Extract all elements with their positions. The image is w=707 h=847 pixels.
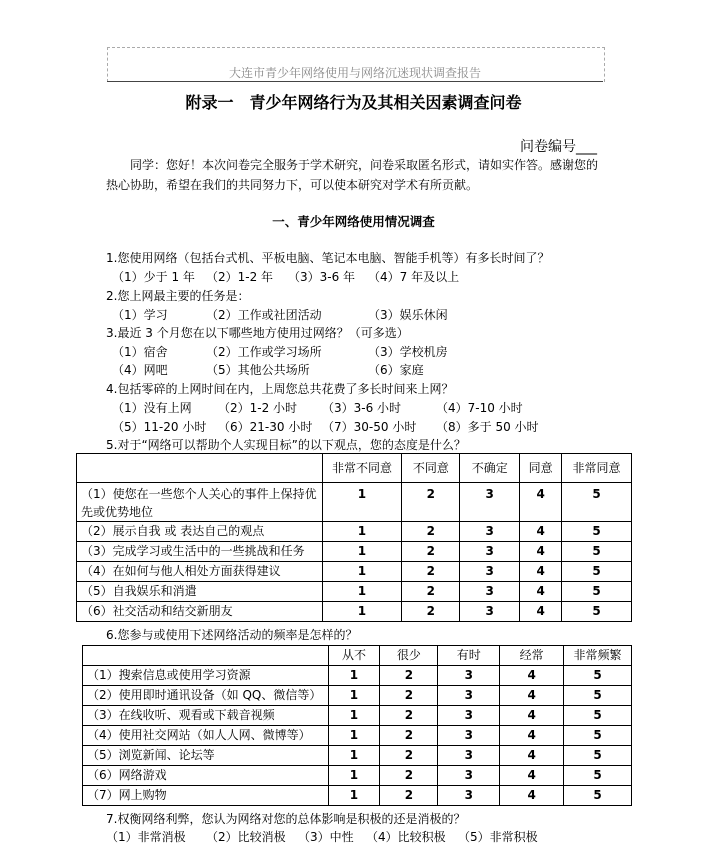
table-row xyxy=(77,483,632,522)
rating-cell[interactable]: 3 xyxy=(438,766,500,786)
q1-option[interactable]: （4）7 年及以上 xyxy=(368,270,460,284)
table-corner-cell xyxy=(83,646,329,666)
rating-cell[interactable]: 5 xyxy=(564,786,632,806)
rating-cell[interactable]: 3 xyxy=(438,706,500,726)
rating-cell[interactable]: 2 xyxy=(380,686,438,706)
q5-row-label: （3）完成学习或生活中的一些挑战和任务 xyxy=(77,542,323,562)
rating-cell[interactable]: 5 xyxy=(564,666,632,686)
table-row xyxy=(83,726,632,746)
table-row xyxy=(83,766,632,786)
table-row xyxy=(77,582,632,602)
rating-cell[interactable]: 5 xyxy=(562,582,632,602)
q4-option[interactable]: （3）3-6 小时 xyxy=(322,401,402,415)
rating-cell[interactable]: 2 xyxy=(380,746,438,766)
rating-cell[interactable]: 1 xyxy=(328,726,380,746)
q6-table xyxy=(82,645,632,806)
rating-cell[interactable]: 3 xyxy=(460,582,520,602)
table-row xyxy=(83,746,632,766)
rating-cell[interactable]: 2 xyxy=(380,726,438,746)
question-1: 1.您使用网络（包括台式机、平板电脑、笔记本电脑、智能手机等）有多长时间了？ xyxy=(106,251,550,265)
q4-option[interactable]: （1）没有上网 xyxy=(112,401,192,415)
rating-cell[interactable]: 4 xyxy=(500,746,564,766)
table-row xyxy=(77,542,632,562)
rating-cell[interactable]: 2 xyxy=(402,582,460,602)
q2-option[interactable]: （1）学习 xyxy=(112,308,168,322)
table-row xyxy=(83,686,632,706)
rating-cell[interactable]: 5 xyxy=(562,562,632,582)
section-title: 一、青少年网络使用情况调查 xyxy=(272,214,435,229)
table-row xyxy=(83,706,632,726)
q6-row-label: （3）在线收听、观看或下载音视频 xyxy=(83,706,329,726)
rating-cell[interactable]: 3 xyxy=(460,522,520,542)
rating-cell[interactable]: 4 xyxy=(520,562,562,582)
q7-option[interactable]: （3）中性 xyxy=(298,830,354,844)
rating-cell[interactable]: 3 xyxy=(460,602,520,622)
q6-column-header: 非常频繁 xyxy=(564,646,632,666)
rating-cell[interactable]: 1 xyxy=(322,542,402,562)
table-row xyxy=(83,786,632,806)
rating-cell[interactable]: 1 xyxy=(322,602,402,622)
question-6: 6.您参与或使用下述网络活动的频率是怎样的？ xyxy=(106,628,358,642)
rating-cell[interactable]: 1 xyxy=(322,582,402,602)
rating-cell[interactable]: 4 xyxy=(520,582,562,602)
q6-row-label: （7）网上购物 xyxy=(83,786,329,806)
question-5: 5.对于“网络可以帮助个人实现目标”的以下观点，您的态度是什么？ xyxy=(106,438,466,452)
q4-option[interactable]: （7）30-50 小时 xyxy=(322,420,417,434)
q1-option[interactable]: （2）1-2 年 xyxy=(206,270,274,284)
rating-cell[interactable]: 5 xyxy=(564,766,632,786)
rating-cell[interactable]: 5 xyxy=(562,602,632,622)
question-4: 4.包括零碎的上网时间在内，上周您总共花费了多长时间来上网？ xyxy=(106,382,454,396)
running-header: 大连市青少年网络使用与网络沉迷现状调查报告 xyxy=(228,66,481,80)
q6-row-label: （2）使用即时通讯设备（如 QQ、微信等） xyxy=(83,686,329,706)
rating-cell[interactable]: 1 xyxy=(328,706,380,726)
q4-option[interactable]: （6）21-30 小时 xyxy=(218,420,313,434)
question-7: 7.权衡网络利弊，您认为网络对您的总体影响是积极的还是消极的？ xyxy=(106,812,466,826)
q7-option[interactable]: （2）比较消极 xyxy=(206,830,286,844)
rating-cell[interactable]: 4 xyxy=(500,786,564,806)
q1-option[interactable]: （1）少于 1 年 xyxy=(112,270,195,284)
rating-cell[interactable]: 1 xyxy=(328,786,380,806)
q6-row-label: （6）网络游戏 xyxy=(83,766,329,786)
q5-row-label: （1）使您在一些您个人关心的事件上保持优先或优势地位 xyxy=(77,483,323,522)
q5-row-label: （6）社交活动和结交新朋友 xyxy=(77,602,323,622)
rating-cell[interactable]: 5 xyxy=(564,686,632,706)
q3-option[interactable]: （5）其他公共场所 xyxy=(206,363,310,377)
rating-cell[interactable]: 5 xyxy=(564,706,632,726)
q3-option[interactable]: （2）工作或学习场所 xyxy=(206,345,322,359)
q6-column-header: 很少 xyxy=(380,646,438,666)
q7-option[interactable]: （1）非常消极 xyxy=(106,830,186,844)
rating-cell[interactable]: 4 xyxy=(500,686,564,706)
header-divider xyxy=(107,81,603,82)
rating-cell[interactable]: 3 xyxy=(438,786,500,806)
rating-cell[interactable]: 2 xyxy=(380,766,438,786)
rating-cell[interactable]: 1 xyxy=(328,766,380,786)
table-row xyxy=(77,522,632,542)
rating-cell[interactable]: 4 xyxy=(500,766,564,786)
q4-option[interactable]: （2）1-2 小时 xyxy=(218,401,298,415)
q5-column-header: 非常不同意 xyxy=(322,454,402,483)
table-row xyxy=(83,666,632,686)
q4-option[interactable]: （5）11-20 小时 xyxy=(112,420,207,434)
q7-option[interactable]: （5）非常积极 xyxy=(458,830,538,844)
q5-row-label: （4）在如何与他人相处方面获得建议 xyxy=(77,562,323,582)
rating-cell[interactable]: 4 xyxy=(520,522,562,542)
q3-option[interactable]: （3）学校机房 xyxy=(368,345,448,359)
q2-option[interactable]: （2）工作或社团活动 xyxy=(206,308,322,322)
rating-cell[interactable]: 4 xyxy=(500,706,564,726)
rating-cell[interactable]: 5 xyxy=(564,746,632,766)
rating-cell[interactable]: 2 xyxy=(402,542,460,562)
q3-option[interactable]: （4）网吧 xyxy=(112,363,168,377)
rating-cell[interactable]: 2 xyxy=(402,522,460,542)
rating-cell[interactable]: 4 xyxy=(520,602,562,622)
rating-cell[interactable]: 4 xyxy=(520,542,562,562)
rating-cell[interactable]: 1 xyxy=(322,522,402,542)
question-2: 2.您上网最主要的任务是： xyxy=(106,289,250,303)
rating-cell[interactable]: 4 xyxy=(500,666,564,686)
q6-column-header: 有时 xyxy=(438,646,500,666)
q5-column-header: 不确定 xyxy=(460,454,520,483)
q6-row-label: （1）搜索信息或使用学习资源 xyxy=(83,666,329,686)
rating-cell[interactable]: 2 xyxy=(380,706,438,726)
q6-column-header: 从不 xyxy=(328,646,380,666)
rating-cell[interactable]: 3 xyxy=(438,666,500,686)
rating-cell[interactable]: 1 xyxy=(328,666,380,686)
q5-row-label: （2）展示自我 或 表达自己的观点 xyxy=(77,522,323,542)
rating-cell[interactable]: 3 xyxy=(460,483,520,522)
rating-cell[interactable]: 3 xyxy=(438,746,500,766)
rating-cell[interactable]: 5 xyxy=(564,726,632,746)
rating-cell[interactable]: 3 xyxy=(438,726,500,746)
rating-cell[interactable]: 5 xyxy=(562,542,632,562)
page-title: 附录一 青少年网络行为及其相关因素调查问卷 xyxy=(185,93,522,112)
rating-cell[interactable]: 2 xyxy=(402,602,460,622)
rating-cell[interactable]: 1 xyxy=(328,686,380,706)
q6-row-label: （4）使用社交网站（如人人网、微博等） xyxy=(83,726,329,746)
q3-option[interactable]: （1）宿舍 xyxy=(112,345,168,359)
q3-option[interactable]: （6）家庭 xyxy=(368,363,424,377)
rating-cell[interactable]: 2 xyxy=(402,483,460,522)
q5-column-header: 不同意 xyxy=(402,454,460,483)
rating-cell[interactable]: 2 xyxy=(380,786,438,806)
q6-column-header: 经常 xyxy=(500,646,564,666)
table-corner-cell xyxy=(77,454,323,483)
q5-row-label: （5）自我娱乐和消遣 xyxy=(77,582,323,602)
rating-cell[interactable]: 1 xyxy=(322,562,402,582)
rating-cell[interactable]: 5 xyxy=(562,483,632,522)
rating-cell[interactable]: 2 xyxy=(380,666,438,686)
q1-option[interactable]: （3）3-6 年 xyxy=(288,270,356,284)
rating-cell[interactable]: 1 xyxy=(322,483,402,522)
rating-cell[interactable]: 3 xyxy=(438,686,500,706)
table-row xyxy=(77,602,632,622)
table-row xyxy=(77,562,632,582)
intro-paragraph: 同学：您好！本次问卷完全服务于学术研究，问卷采取匿名形式，请如实作答。感谢您的热心协助，希望在我们的共同努力下，可以使本研究对学术有所贡献。 xyxy=(106,158,599,192)
q4-option[interactable]: （8）多于 50 小时 xyxy=(436,420,539,434)
rating-cell[interactable]: 1 xyxy=(328,746,380,766)
rating-cell[interactable]: 5 xyxy=(562,522,632,542)
q5-table xyxy=(76,453,632,622)
rating-cell[interactable]: 3 xyxy=(460,562,520,582)
rating-cell[interactable]: 3 xyxy=(460,542,520,562)
q4-option[interactable]: （4）7-10 小时 xyxy=(436,401,523,415)
q7-option[interactable]: （4）比较积极 xyxy=(366,830,446,844)
q5-column-header: 非常同意 xyxy=(562,454,632,483)
rating-cell[interactable]: 2 xyxy=(402,562,460,582)
rating-cell[interactable]: 4 xyxy=(520,483,562,522)
questionnaire-number: 问卷编号___ xyxy=(520,139,597,155)
q6-row-label: （5）浏览新闻、论坛等 xyxy=(83,746,329,766)
q5-column-header: 同意 xyxy=(520,454,562,483)
question-3: 3.最近 3 个月您在以下哪些地方使用过网络？（可多选） xyxy=(106,326,409,340)
q2-option[interactable]: （3）娱乐休闲 xyxy=(368,308,448,322)
rating-cell[interactable]: 4 xyxy=(500,726,564,746)
